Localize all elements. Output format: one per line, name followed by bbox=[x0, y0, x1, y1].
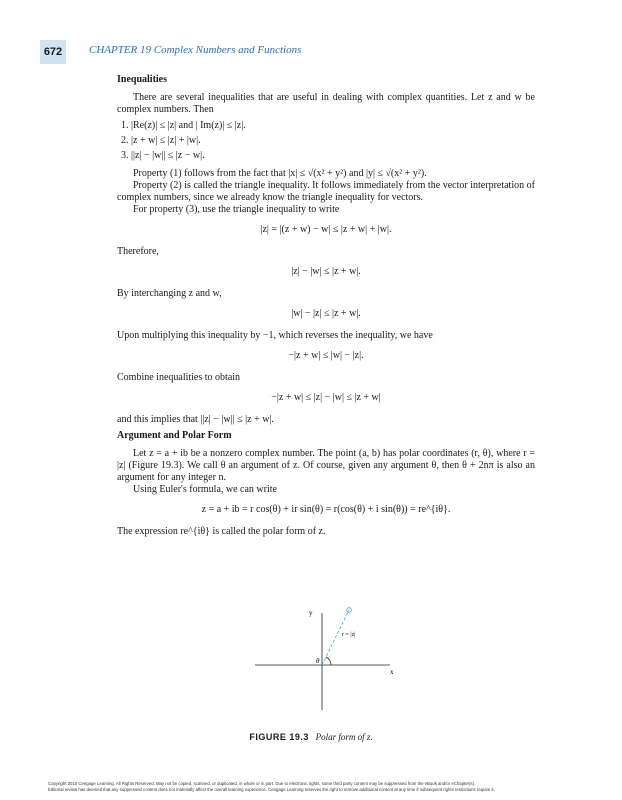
main-text bbox=[117, 74, 535, 538]
footer-line-1: Copyright 2010 Cengage Learning. All Rights Reserved. May not be copied, scanned, or duplicated, in whole or in part. Due to electronic rights, some third party content may be suppressed from the eBook and/or eChapter(s). bbox=[48, 781, 476, 786]
figure-caption-text: Polar form of z. bbox=[315, 732, 373, 742]
paragraph-polar-1: Let z = a + ib be a nonzero complex number. The point (a, b) has polar coordinates (r, θ), where r = |z| (Figure 19.3). We call θ an argument of z. Of course, given any argument θ, then θ + 2nπ is also an argument for any integer n. bbox=[117, 448, 535, 483]
polar-form-figure bbox=[250, 605, 410, 715]
equation-5: −|z + w| ≤ |z| − |w| ≤ |z + w| bbox=[271, 392, 381, 403]
inequality-list bbox=[121, 120, 535, 162]
list-item: 1. |Re(z)| ≤ |z| and | Im(z)| ≤ |z|. bbox=[121, 120, 246, 131]
paragraph-property1: Property (1) follows from the fact that |x| ≤ √(x² + y²) and |y| ≤ √(x² + y²). bbox=[133, 168, 427, 179]
paragraph-interchange: By interchanging z and w, bbox=[117, 288, 222, 299]
copyright-footer bbox=[48, 781, 588, 793]
paragraph-polar-2: Using Euler's formula, we can write bbox=[133, 484, 277, 495]
section-heading-inequalities: Inequalities bbox=[117, 74, 168, 85]
angle-arc bbox=[326, 657, 331, 665]
figure-label: FIGURE 19.3 bbox=[249, 732, 309, 742]
paragraph-multiply: Upon multiplying this inequality by −1, which reverses the inequality, we have bbox=[117, 330, 433, 341]
x-axis-label: x bbox=[390, 668, 394, 676]
theta-label: θ bbox=[316, 657, 320, 665]
equation-4: −|z + w| ≤ |w| − |z|. bbox=[288, 350, 364, 361]
equation-3: |w| − |z| ≤ |z + w|. bbox=[291, 308, 361, 319]
footer-line-2: Editorial review has deemed that any suppressed content does not materially affect the overall learning experience. Cengage Learning reserves the right to remove additional content at any time if subsequent rights restrictions require it. bbox=[48, 787, 495, 792]
paragraph-combine: Combine inequalities to obtain bbox=[117, 372, 241, 383]
paragraph-therefore: Therefore, bbox=[117, 246, 159, 257]
chapter-title: CHAPTER 19 Complex Numbers and Functions bbox=[89, 44, 302, 56]
equation-polar: z = a + ib = r cos(θ) + ir sin(θ) = r(cos(θ) + i sin(θ)) = re^{iθ}. bbox=[201, 504, 451, 515]
equation-1: |z| = |(z + w) − w| ≤ |z + w| + |w|. bbox=[260, 224, 392, 235]
y-axis-label: y bbox=[309, 609, 313, 617]
paragraph-property3: For property (3), use the triangle inequality to write bbox=[133, 204, 340, 215]
paragraph-property2: Property (2) is called the triangle inequality. It follows immediately from the vector interpretation of complex numbers, since we already know the triangle inequality for vectors. bbox=[117, 180, 535, 203]
figure-caption bbox=[0, 732, 622, 742]
paragraph-intro: There are several inequalities that are useful in dealing with complex quantities. Let z and w be complex numbers. Then bbox=[117, 92, 535, 115]
list-item: 3. ||z| − |w|| ≤ |z − w|. bbox=[121, 150, 205, 161]
equation-2: |z| − |w| ≤ |z + w|. bbox=[291, 266, 361, 277]
section-heading-polar: Argument and Polar Form bbox=[117, 430, 232, 441]
radius-label: r = |z| bbox=[342, 632, 356, 638]
paragraph-implies: and this implies that ||z| − |w|| ≤ |z + w|. bbox=[117, 414, 274, 425]
list-item: 2. |z + w| ≤ |z| + |w|. bbox=[121, 135, 201, 146]
page-number: 672 bbox=[40, 40, 66, 64]
paragraph-polar-3: The expression re^{iθ} is called the polar form of z. bbox=[117, 526, 326, 537]
